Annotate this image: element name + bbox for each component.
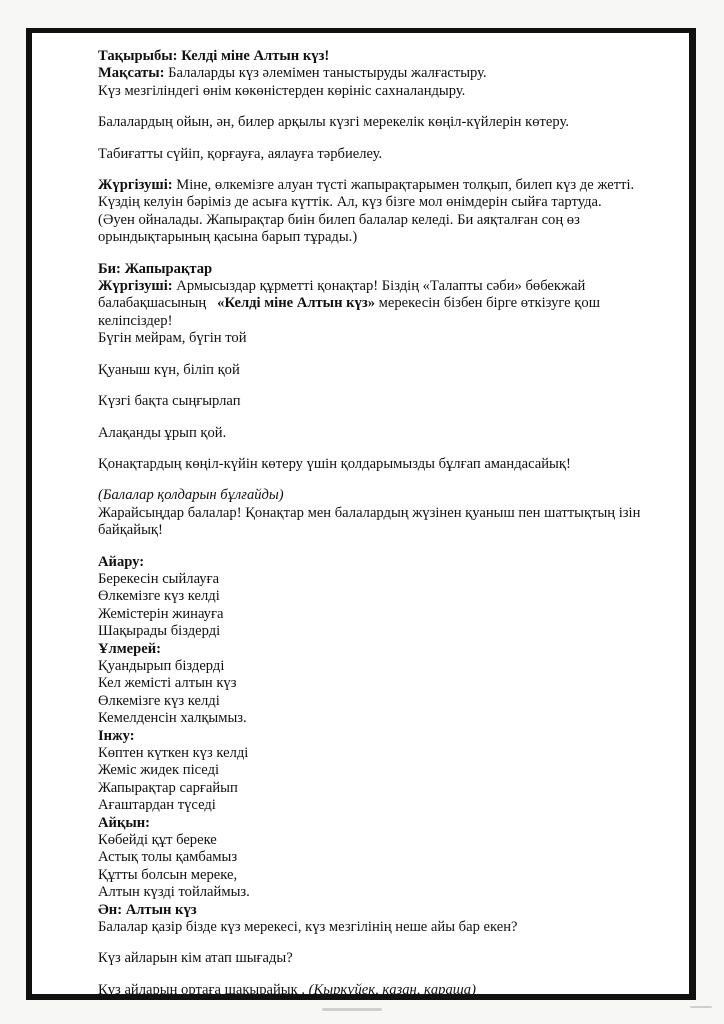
speaker-name: Айару: — [98, 553, 145, 570]
verse-line: Жемістерін жинауға — [98, 605, 224, 622]
verse-line: Жапырақтар сарғайып — [98, 779, 238, 796]
wave-note-text: (Балалар қолдарын бұлғайды) — [98, 487, 284, 504]
question-line-1: Балалар қазір бізде күз мерекесі, күз мезгілінің неше айы бар екен? — [98, 919, 518, 936]
question-line-3 — [98, 982, 678, 999]
song-heading — [98, 902, 678, 919]
verse-line: Көбейді құт береке — [98, 832, 217, 849]
verse-line: Берекесін сыйлауға — [98, 570, 220, 587]
host-greeting-2 — [98, 295, 678, 312]
title-text: Келді міне Алтын күз! — [181, 48, 330, 64]
scan-speck — [322, 1008, 382, 1011]
speaker-name: Айқын: — [98, 814, 151, 831]
speaker-name: Інжу: — [98, 727, 135, 744]
goal-line — [98, 65, 678, 82]
goal-line-3: Балалардың ойын, ән, билер арқылы күзгі мерекелік көңіл-күйлерін көтеру. — [98, 114, 569, 131]
host-greeting-3: келіпсіздер! — [98, 312, 173, 329]
host-intro-paragraph — [98, 177, 678, 194]
host-intro-2: Күздің келуін бәріміз де асыға күттік. Ал, күз бізге мол өнімдерін сыйға тартуда. — [98, 194, 602, 211]
verses-section — [98, 554, 678, 902]
goal-line-2: Күз мезгіліндегі өнім көкөністерден көрініс сахналандыру. — [98, 82, 466, 99]
scan-speck — [690, 1006, 712, 1008]
host-intro-1: Міне, өлкемізге алуан түсті жапырақтарымен толқып, билеп күз де жетті. — [176, 177, 635, 194]
host-intro-3: (Әуен ойналады. Жапырақтар биін билеп балалар келеді. Би аяқталған соң өз — [98, 211, 580, 228]
question-3-text: Күз айларын ортаға шақырайық . — [98, 981, 305, 998]
verse-speaker — [98, 641, 678, 658]
wave-note — [98, 487, 678, 504]
goal-text: Балаларды күз әлемімен таныстыруды жалғастыру. — [168, 65, 487, 82]
verse-line: Өлкемізге күз келді — [98, 692, 220, 709]
host-greeting-2c: мерекесін бізбен бірге өткізуге қош — [378, 295, 600, 312]
title-label: Тақырыбы: — [98, 48, 178, 64]
event-name: «Келді міне Алтын күз» — [217, 295, 375, 312]
verse-line: Жеміс жидек піседі — [98, 762, 220, 779]
poem-line-2: Қуаныш күн, біліп қой — [98, 361, 240, 378]
verse-speaker — [98, 554, 678, 571]
verse-speaker — [98, 728, 678, 745]
autumn-months: (Қыркүйек, қазан, қараша) — [308, 981, 476, 998]
host-label-2: Жүргізуші: — [98, 278, 173, 295]
host-greeting-paragraph — [98, 278, 678, 295]
verse-block — [98, 728, 678, 815]
verse-block — [98, 641, 678, 728]
poem-line-4: Алақанды ұрып қой. — [98, 424, 227, 441]
verse-line: Құтты болсын мереке, — [98, 866, 238, 883]
goal-label: Мақсаты: — [98, 65, 165, 82]
praise-line-2: байқайық! — [98, 522, 163, 539]
wave-line: Қонақтардың көңіл-күйін көтеру үшін қолдарымызды бұлғап амандасайық! — [98, 455, 571, 472]
host-intro-4: орындықтарының қасына барып тұрады.) — [98, 229, 358, 246]
praise-line-1: Жарайсыңдар балалар! Қонақтар мен балалардың жүзінен қуаныш пен шаттықтың ізін — [98, 504, 641, 521]
verse-line: Ағаштардан түседі — [98, 797, 216, 814]
question-line-2: Күз айларын кім атап шығады? — [98, 950, 293, 967]
verse-block — [98, 554, 678, 641]
verse-line: Қуандырып біздерді — [98, 657, 225, 674]
dance-heading-text: Би: Жапырақтар — [98, 260, 213, 277]
dance-heading — [98, 261, 678, 278]
verse-line: Кемелденсін халқымыз. — [98, 710, 247, 727]
verse-line: Өлкемізге күз келді — [98, 588, 220, 605]
host-label: Жүргізуші: — [98, 177, 173, 194]
verse-speaker — [98, 815, 678, 832]
host-greeting-2a: балабақшасының — [98, 295, 207, 312]
verse-block — [98, 815, 678, 902]
document-body — [98, 48, 678, 999]
song-heading-text: Ән: Алтын күз — [98, 901, 197, 918]
speaker-name: Ұлмерей: — [98, 640, 162, 657]
verse-line: Алтын күзді тойлаймыз. — [98, 884, 250, 901]
verse-line: Астық толы қамбамыз — [98, 849, 238, 866]
host-greeting-1: Армысыздар құрметті қонақтар! Біздің «Талапты сәби» бөбекжай — [176, 278, 586, 295]
title-line — [98, 48, 678, 65]
goal-line-4: Табиғатты сүйіп, қорғауға, аялауға тәрбиелеу. — [98, 145, 383, 162]
poem-line-3: Күзгі бақта сыңғырлап — [98, 393, 241, 410]
poem-line-1: Бүгін мейрам, бүгін той — [98, 330, 247, 347]
verse-line: Көптен күткен күз келді — [98, 745, 249, 761]
verse-line: Шақырады біздерді — [98, 623, 221, 640]
verse-line: Кел жемісті алтын күз — [98, 675, 237, 692]
